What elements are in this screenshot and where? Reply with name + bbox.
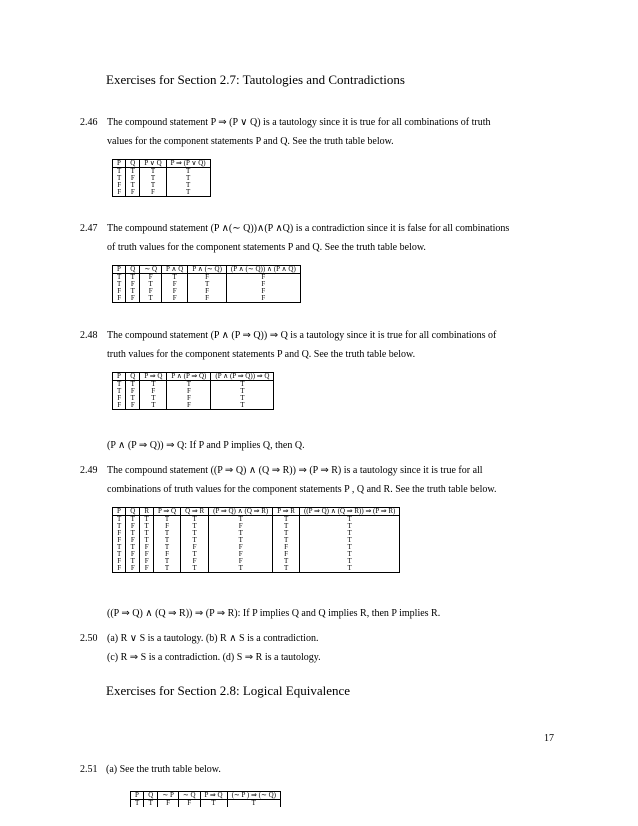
exercise-text-line: The compound statement (P ∧ (P ⇒ Q)) ⇒ Q is a tautology since it is true for all combinations of [107,330,497,341]
table-cell: T [140,168,166,176]
exercise-text-line: (a) See the truth table below. [106,764,221,775]
table-cell: T [181,537,209,544]
truth-table-2-47 [112,265,301,303]
table-cell: F [162,288,188,295]
table-cell: T [299,558,399,565]
exercise-number: 2.50 [80,633,98,644]
table-row [113,182,211,189]
table-cell: F [226,295,300,303]
table-cell: T [299,530,399,537]
table-cell: T [131,800,144,808]
truth-table-2-49 [112,507,400,573]
table-cell: T [166,168,210,176]
table-cell: F [126,565,140,573]
exercise-2-48-note: (P ∧ (P ⇒ Q)) ⇒ Q: If P and P implies Q, then Q. [107,440,305,451]
column-header: P ⇒ Q [200,792,227,800]
exercise-2-49-note: ((P ⇒ Q) ∧ (Q ⇒ R)) ⇒ (P ⇒ R): If P implies Q and Q implies R, then P implies R. [107,608,441,619]
table-cell: F [140,288,162,295]
table-cell: T [140,175,166,182]
table-cell: F [126,281,140,288]
table-cell: F [113,558,126,565]
table-cell: F [126,523,140,530]
table-cell: F [113,530,126,537]
exercise-2-47 [80,219,509,257]
table-cell: F [126,402,140,410]
table-cell: T [209,516,273,524]
table-cell: T [113,388,126,395]
exercise-text-line: (a) R ∨ S is a tautology. (b) R ∧ S is a contradiction. [107,633,319,644]
table-cell: T [227,800,280,808]
table-row [113,565,400,573]
table-cell: F [209,551,273,558]
table-cell: T [140,530,154,537]
table-cell: T [126,544,140,551]
table-cell: F [167,402,211,410]
exercise-number: 2.47 [80,223,98,234]
exercise-2-48 [80,326,496,364]
table-cell: F [181,544,209,551]
table-cell: T [140,281,162,288]
column-header: P [113,160,126,168]
exercise-2-49 [80,461,496,499]
table-cell: F [167,395,211,402]
table-cell: F [178,800,200,808]
table-cell: F [226,274,300,282]
column-header: (∼ P ) ⇒ (∼ Q) [227,792,280,800]
table-cell: T [273,537,300,544]
table-row [113,544,400,551]
table-cell: T [209,565,273,573]
table-cell: T [273,558,300,565]
table-cell: T [273,516,300,524]
section-heading-2-8: Exercises for Section 2.8: Logical Equivalence [106,683,351,698]
table-cell: T [140,381,167,389]
exercise-number: 2.49 [80,465,98,476]
table-cell: T [211,388,274,395]
exercise-text-line: The compound statement P ⇒ (P ∨ Q) is a tautology since it is true for all combinations of truth [107,117,491,128]
column-header: R [140,508,154,516]
table-cell: T [113,175,126,182]
table-row [113,381,274,389]
table-cell: T [126,381,140,389]
table-cell: F [140,544,154,551]
table-cell: F [158,800,179,808]
table-cell: F [154,551,181,558]
column-header: P [131,792,144,800]
column-header: ∼ P [158,792,179,800]
exercise-text-line: The compound statement ((P ⇒ Q) ∧ (Q ⇒ R)) ⇒ (P ⇒ R) is a tautology since it is true for all [107,465,483,476]
table-cell: F [140,551,154,558]
section-heading-2-7: Exercises for Section 2.7: Tautologies and Contradictions [106,72,405,87]
table-cell: F [113,288,126,295]
table-header-row [113,160,211,168]
table-cell: F [140,274,162,282]
table-cell: F [162,281,188,288]
table-cell: T [144,800,158,808]
table-row [113,551,400,558]
column-header: Q [126,508,140,516]
table-cell: T [200,800,227,808]
table-row [113,388,274,395]
table-cell: T [154,516,181,524]
column-header: ∼ Q [178,792,200,800]
table-cell: T [140,182,166,189]
table-cell: F [273,544,300,551]
table-header-row [113,508,400,516]
table-cell: T [299,544,399,551]
column-header: P [113,373,126,381]
table-cell: T [181,551,209,558]
table-cell: T [113,523,126,530]
exercise-number: 2.46 [80,117,98,128]
table-cell: F [113,189,126,197]
table-cell: T [273,523,300,530]
table-cell: T [211,402,274,410]
table-cell: F [126,537,140,544]
table-cell: T [140,516,154,524]
table-cell: T [126,182,140,189]
table-cell: F [188,288,227,295]
table-cell: F [188,295,227,303]
table-cell: T [299,516,399,524]
column-header: ∼ Q [140,266,162,274]
table-cell: F [113,395,126,402]
table-cell: T [154,558,181,565]
table-cell: T [113,544,126,551]
table-cell: T [154,530,181,537]
column-header: Q [126,160,140,168]
exercise-text-line: values for the component statements P and Q. See the truth table below. [107,136,394,147]
column-header: P ⇒ (P ∨ Q) [166,160,210,168]
table-cell: F [126,551,140,558]
table-cell: F [162,295,188,303]
exercise-2-46 [80,113,491,151]
exercise-text-line: combinations of truth values for the component statements P , Q and R. See the truth table below. [107,484,497,495]
table-cell: T [113,281,126,288]
table-cell: F [113,182,126,189]
table-cell: T [113,381,126,389]
table-row [113,402,274,410]
table-row [113,395,274,402]
table-cell: F [188,274,227,282]
table-row [113,175,211,182]
exercise-text-line: of truth values for the component statements P and Q. See the truth table below. [107,242,426,253]
table-cell: T [126,395,140,402]
table-cell: F [126,175,140,182]
table-cell: T [126,530,140,537]
table-cell: T [181,530,209,537]
table-cell: F [113,565,126,573]
column-header: Q ⇒ R [181,508,209,516]
table-cell: F [140,558,154,565]
column-header: P ∨ Q [140,160,166,168]
table-cell: T [154,537,181,544]
table-header-row [113,373,274,381]
table-cell: T [154,544,181,551]
table-cell: T [140,395,167,402]
table-cell: F [140,388,167,395]
column-header: Q [126,373,140,381]
table-cell: F [209,558,273,565]
table-row [113,558,400,565]
table-cell: T [166,182,210,189]
table-row [113,516,400,524]
table-cell: T [126,168,140,176]
table-cell: T [113,274,126,282]
exercise-2-51 [80,760,221,779]
table-row [131,800,281,808]
column-header: P ⇒ Q [154,508,181,516]
column-header: P ⇒ R [273,508,300,516]
table-cell: T [126,558,140,565]
table-cell: T [126,274,140,282]
column-header: ((P ⇒ Q) ∧ (Q ⇒ R)) ⇒ (P ⇒ R) [299,508,399,516]
column-header: (P ∧ (P ⇒ Q)) ⇒ Q [211,373,274,381]
column-header: P ∧ (P ⇒ Q) [167,373,211,381]
exercise-number: 2.51 [80,764,98,775]
truth-table-2-51 [130,791,281,807]
table-cell: T [181,565,209,573]
table-cell: T [209,530,273,537]
table-cell: T [209,537,273,544]
table-cell: T [140,523,154,530]
table-row [113,523,400,530]
column-header: P ∧ Q [162,266,188,274]
truth-table-2-48 [112,372,274,410]
table-cell: F [113,537,126,544]
table-cell: F [140,189,166,197]
table-cell: T [211,395,274,402]
column-header: (P ∧ (∼ Q)) ∧ (P ∧ Q) [226,266,300,274]
table-cell: F [181,558,209,565]
table-cell: T [126,288,140,295]
table-cell: T [166,175,210,182]
table-cell: F [154,523,181,530]
table-cell: T [113,551,126,558]
page-number: 17 [544,733,554,744]
table-cell: T [299,551,399,558]
truth-table-2-46 [112,159,211,197]
column-header: P [113,266,126,274]
table-cell: F [226,288,300,295]
table-cell: F [113,295,126,303]
table-row [113,168,211,176]
table-cell: T [273,530,300,537]
table-cell: T [140,537,154,544]
column-header: Q [144,792,158,800]
exercise-text-line: (c) R ⇒ S is a contradiction. (d) S ⇒ R is a tautology. [107,652,321,663]
table-row [113,295,301,303]
column-header: (P ⇒ Q) ∧ (Q ⇒ R) [209,508,273,516]
exercise-text-line: truth values for the component statements P and Q. See the truth table below. [107,349,416,360]
column-header: P ∧ (∼ Q) [188,266,227,274]
exercise-2-50 [80,629,321,667]
table-cell: T [211,381,274,389]
column-header: P ⇒ Q [140,373,167,381]
table-cell: F [209,544,273,551]
table-row [113,189,211,197]
table-cell: F [126,189,140,197]
table-cell: T [181,523,209,530]
table-cell: F [126,388,140,395]
table-cell: T [181,516,209,524]
table-cell: F [126,295,140,303]
exercise-number: 2.48 [80,330,98,341]
table-cell: T [126,516,140,524]
column-header: P [113,508,126,516]
table-row [113,530,400,537]
table-cell: T [188,281,227,288]
table-cell: F [209,523,273,530]
table-cell: T [166,189,210,197]
table-cell: T [299,523,399,530]
table-cell: T [167,381,211,389]
table-cell: T [299,565,399,573]
table-cell: T [273,565,300,573]
table-cell: F [273,551,300,558]
table-cell: F [167,388,211,395]
table-cell: F [140,565,154,573]
table-cell: F [226,281,300,288]
table-row [113,537,400,544]
table-cell: F [113,402,126,410]
table-cell: T [154,565,181,573]
column-header: Q [126,266,140,274]
exercise-text-line: The compound statement (P ∧(∼ Q))∧(P ∧Q) is a contradiction since it is false for all combinations [107,223,510,234]
table-cell: T [113,516,126,524]
table-cell: T [140,295,162,303]
table-cell: T [299,537,399,544]
table-cell: T [162,274,188,282]
table-cell: T [113,168,126,176]
table-cell: T [140,402,167,410]
